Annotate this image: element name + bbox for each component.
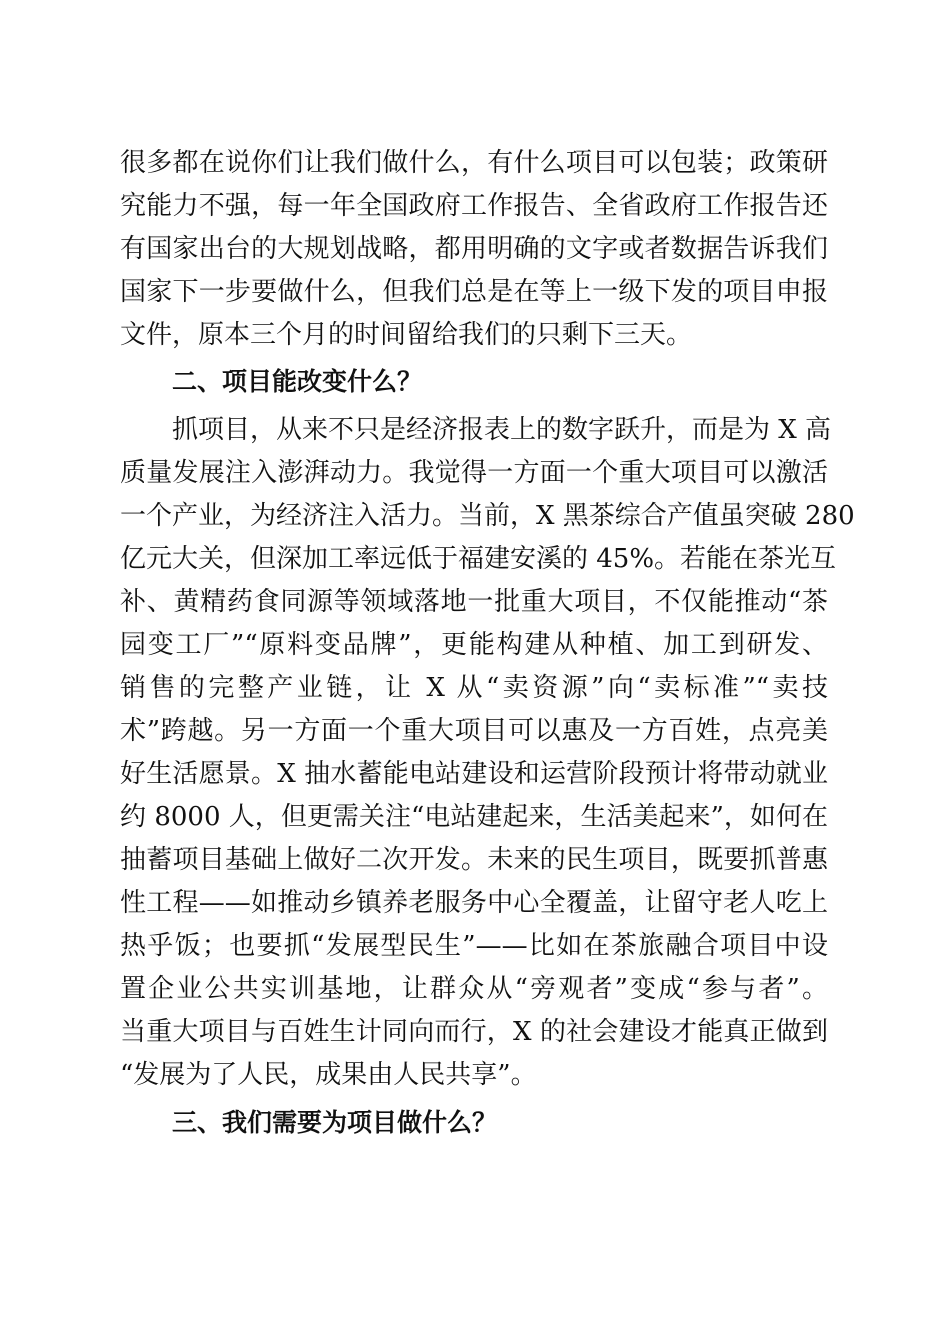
paragraph-1-line: 究能力不强，每一年全国政府工作报告、全省政府工作报告还 — [120, 191, 828, 221]
paragraph-2-line: 销售的完整产业链，让 X 从“卖资源”向“卖标准”“卖技 — [120, 673, 828, 703]
paragraph-2-line: 好生活愿景。X 抽水蓄能电站建设和运营阶段预计将带动就业 — [120, 759, 828, 789]
paragraph-2-line: 当重大项目与百姓生计同向而行，X 的社会建设才能真正做到 — [120, 1017, 828, 1047]
paragraph-2-line: 一个产业，为经济注入活力。当前，X 黑茶综合产值虽突破 280 — [120, 501, 855, 531]
section-heading-3: 三、我们需要为项目做什么？ — [172, 1108, 498, 1137]
paragraph-2-line: 术”跨越。另一方面一个重大项目可以惠及一方百姓，点亮美 — [120, 716, 828, 746]
paragraph-2-line: 抓项目，从来不只是经济报表上的数字跃升，而是为 X 高 — [172, 415, 832, 445]
paragraph-2-line: 抽蓄项目基础上做好二次开发。未来的民生项目，既要抓普惠 — [120, 845, 828, 875]
paragraph-1-line: 国家下一步要做什么，但我们总是在等上一级下发的项目申报 — [120, 277, 828, 307]
paragraph-1-line: 文件，原本三个月的时间留给我们的只剩下三天。 — [120, 320, 693, 350]
paragraph-2-line: 置企业公共实训基地，让群众从“旁观者”变成“参与者”。 — [120, 974, 828, 1004]
paragraph-2-line: 亿元大关，但深加工率远低于福建安溪的 45%。若能在茶光互 — [120, 544, 837, 574]
paragraph-2-line: 约 8000 人，但更需关注“电站建起来，生活美起来”，如何在 — [120, 802, 828, 832]
paragraph-2-line: “发展为了人民，成果由人民共享”。 — [120, 1060, 537, 1090]
paragraph-2-line: 补、黄精药食同源等领域落地一批重大项目，不仅能推动“茶 — [120, 587, 828, 617]
section-heading-2: 二、项目能改变什么？ — [172, 367, 423, 396]
paragraph-2-line: 热乎饭；也要抓“发展型民生”——比如在茶旅融合项目中设 — [120, 931, 828, 961]
paragraph-1-line: 有国家出台的大规划战略，都用明确的文字或者数据告诉我们 — [120, 234, 828, 264]
paragraph-1-line: 很多都在说你们让我们做什么，有什么项目可以包装；政策研 — [120, 148, 828, 178]
paragraph-2-line: 性工程——如推动乡镇养老服务中心全覆盖，让留守老人吃上 — [120, 888, 828, 918]
paragraph-2-line: 园变工厂”“原料变品牌”，更能构建从种植、加工到研发、 — [120, 630, 828, 660]
paragraph-2-line: 质量发展注入澎湃动力。我觉得一方面一个重大项目可以激活 — [120, 458, 828, 488]
